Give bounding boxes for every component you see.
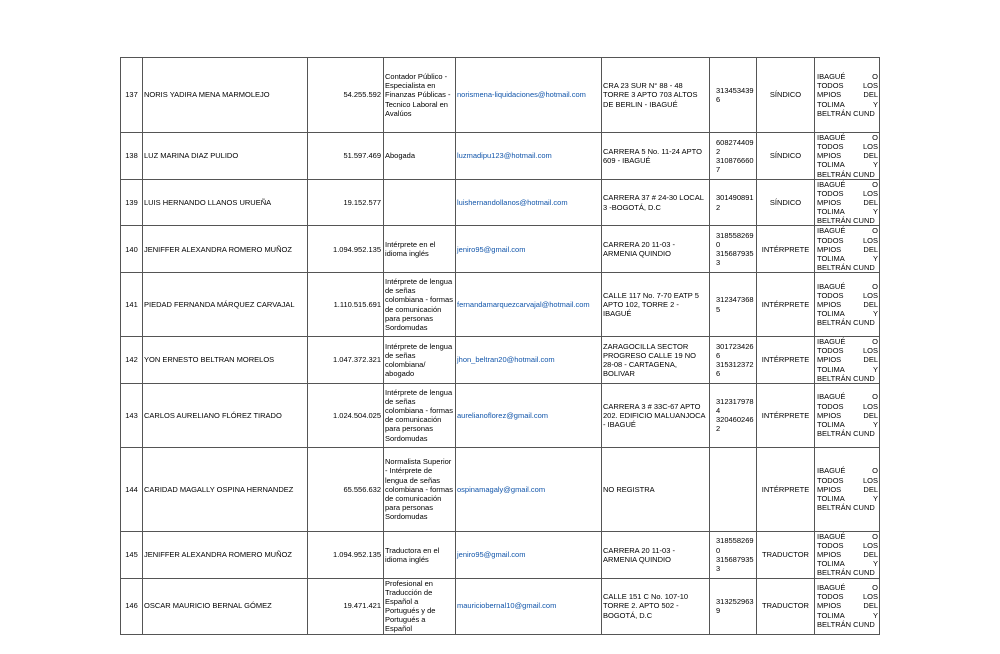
row-number: 139 bbox=[121, 179, 143, 226]
role-badge: SÍNDICO bbox=[757, 58, 815, 133]
phone-number: 3123179784 3204602462 bbox=[710, 383, 757, 447]
email-address: norismena-liquidaciones@hotmail.com bbox=[456, 58, 602, 133]
role-badge: INTÉRPRETE bbox=[757, 226, 815, 273]
row-number: 145 bbox=[121, 531, 143, 578]
role-badge: INTÉRPRETE bbox=[757, 447, 815, 531]
table-row bbox=[121, 337, 880, 384]
role-badge: TRADUCTOR bbox=[757, 578, 815, 634]
profession: Abogada bbox=[384, 133, 456, 180]
profession: Normalista Superior - Intérprete de lengua de señas colombiana - formas de comunicación para personas Sordomudas bbox=[384, 447, 456, 531]
phone-number: 3185582690 3156879353 bbox=[710, 226, 757, 273]
role-badge: SÍNDICO bbox=[757, 179, 815, 226]
role-badge: INTÉRPRETE bbox=[757, 383, 815, 447]
address: CALLE 117 No. 7-70 EATP 5 APTO 102, TORRE 2 - IBAGUÉ bbox=[602, 273, 710, 337]
municipality-text: IBAGUÉ O TODOS LOS MPIOS DEL TOLIMA Y BELTRÁN CUND bbox=[817, 531, 878, 578]
municipality bbox=[815, 337, 880, 384]
municipality bbox=[815, 179, 880, 226]
row-number: 140 bbox=[121, 226, 143, 273]
municipality bbox=[815, 58, 880, 133]
id-number: 19.471.421 bbox=[308, 578, 384, 634]
phone-number: 3014908912 bbox=[710, 179, 757, 226]
table-row bbox=[121, 531, 880, 578]
person-name: CARLOS AURELIANO FLÓREZ TIRADO bbox=[143, 383, 308, 447]
email-address: jhon_beltran20@hotmail.com bbox=[456, 337, 602, 384]
phone-number: 3017234266 3153123726 bbox=[710, 337, 757, 384]
municipality-text: IBAGUÉ O TODOS LOS MPIOS DEL TOLIMA Y BELTRÁN CUND bbox=[817, 133, 878, 179]
role-badge: INTÉRPRETE bbox=[757, 273, 815, 337]
municipality bbox=[815, 383, 880, 447]
address: CARRERA 20 11-03 - ARMENIA QUINDIO bbox=[602, 226, 710, 273]
id-number: 1.024.504.025 bbox=[308, 383, 384, 447]
municipality-text: IBAGUÉ O TODOS LOS MPIOS DEL TOLIMA Y BELTRÁN CUND bbox=[817, 72, 878, 118]
table-row bbox=[121, 133, 880, 180]
address: NO REGISTRA bbox=[602, 447, 710, 531]
address: ZARAGOCILLA SECTOR PROGRESO CALLE 19 NO 28-08 - CARTAGENA, BOLIVAR bbox=[602, 337, 710, 384]
person-name: PIEDAD FERNANDA MÁRQUEZ CARVAJAL bbox=[143, 273, 308, 337]
municipality bbox=[815, 226, 880, 273]
id-number: 65.556.632 bbox=[308, 447, 384, 531]
person-name: OSCAR MAURICIO BERNAL GÓMEZ bbox=[143, 578, 308, 634]
row-number: 137 bbox=[121, 58, 143, 133]
id-number: 54.255.592 bbox=[308, 58, 384, 133]
municipality-text: IBAGUÉ O TODOS LOS MPIOS DEL TOLIMA Y BELTRÁN CUND bbox=[817, 281, 878, 328]
email-address: jeniro95@gmail.com bbox=[456, 531, 602, 578]
phone-number: 6082744092 3108766607 bbox=[710, 133, 757, 180]
row-number: 141 bbox=[121, 273, 143, 337]
id-number: 1.047.372.321 bbox=[308, 337, 384, 384]
table-row bbox=[121, 273, 880, 337]
row-number: 138 bbox=[121, 133, 143, 180]
person-name: CARIDAD MAGALLY OSPINA HERNANDEZ bbox=[143, 447, 308, 531]
person-name: JENIFFER ALEXANDRA ROMERO MUÑOZ bbox=[143, 531, 308, 578]
table-row bbox=[121, 58, 880, 133]
email-address: ospinamagaly@gmail.com bbox=[456, 447, 602, 531]
person-name: YON ERNESTO BELTRAN MORELOS bbox=[143, 337, 308, 384]
profession: Profesional en Traducción de Español a Portugués y de Portugués a Español bbox=[384, 578, 456, 634]
address: CARRERA 5 No. 11-24 APTO 609 - IBAGUÉ bbox=[602, 133, 710, 180]
profession: Intérprete en el idioma inglés bbox=[384, 226, 456, 273]
email-address: jeniro95@gmail.com bbox=[456, 226, 602, 273]
address: CARRERA 20 11-03 - ARMENIA QUINDIO bbox=[602, 531, 710, 578]
municipality-text: IBAGUÉ O TODOS LOS MPIOS DEL TOLIMA Y BELTRÁN CUND bbox=[817, 226, 878, 272]
person-name: NORIS YADIRA MENA MARMOLEJO bbox=[143, 58, 308, 133]
phone-number: 3185582690 3156879353 bbox=[710, 531, 757, 578]
municipality bbox=[815, 133, 880, 180]
email-address: fernandamarquezcarvajal@hotmail.com bbox=[456, 273, 602, 337]
id-number: 1.094.952.135 bbox=[308, 226, 384, 273]
id-number: 19.152.577 bbox=[308, 179, 384, 226]
profession: Intérprete de lengua de señas colombiana/ abogado bbox=[384, 337, 456, 384]
municipality bbox=[815, 447, 880, 531]
municipality-text: IBAGUÉ O TODOS LOS MPIOS DEL TOLIMA Y BELTRÁN CUND bbox=[817, 466, 878, 513]
email-address: luzmadipu123@hotmail.com bbox=[456, 133, 602, 180]
address: CARRERA 3 # 33C-67 APTO 202. EDIFICIO MALUANJOCA - IBAGUÉ bbox=[602, 383, 710, 447]
person-name: LUZ MARINA DIAZ PULIDO bbox=[143, 133, 308, 180]
table-row bbox=[121, 578, 880, 634]
row-number: 144 bbox=[121, 447, 143, 531]
person-name: JENIFFER ALEXANDRA ROMERO MUÑOZ bbox=[143, 226, 308, 273]
row-number: 142 bbox=[121, 337, 143, 384]
municipality bbox=[815, 531, 880, 578]
row-number: 146 bbox=[121, 578, 143, 634]
table-row bbox=[121, 383, 880, 447]
municipality bbox=[815, 578, 880, 634]
municipality bbox=[815, 273, 880, 337]
email-address: aurelianoflorez@gmail.com bbox=[456, 383, 602, 447]
phone-number bbox=[710, 447, 757, 531]
municipality-text: IBAGUÉ O TODOS LOS MPIOS DEL TOLIMA Y BELTRÁN CUND bbox=[817, 337, 878, 383]
id-number: 51.597.469 bbox=[308, 133, 384, 180]
table-body bbox=[121, 58, 880, 635]
auxiliares-justicia-table bbox=[120, 57, 880, 635]
profession bbox=[384, 179, 456, 226]
address: CALLE 151 C No. 107-10 TORRE 2. APTO 502 - BOGOTÁ, D.C bbox=[602, 578, 710, 634]
profession: Traductora en el idioma inglés bbox=[384, 531, 456, 578]
municipality-text: IBAGUÉ O TODOS LOS MPIOS DEL TOLIMA Y BELTRÁN CUND bbox=[817, 179, 878, 226]
email-address: mauriciobernal10@gmail.com bbox=[456, 578, 602, 634]
municipality-text: IBAGUÉ O TODOS LOS MPIOS DEL TOLIMA Y BELTRÁN CUND bbox=[817, 392, 878, 439]
phone-number: 3132529639 bbox=[710, 578, 757, 634]
table-row bbox=[121, 226, 880, 273]
email-address: luishernandollanos@hotmail.com bbox=[456, 179, 602, 226]
phone-number: 3123473685 bbox=[710, 273, 757, 337]
address: CRA 23 SUR N° 88 - 48 TORRE 3 APTO 703 ALTOS DE BERLIN - IBAGUÉ bbox=[602, 58, 710, 133]
table-row bbox=[121, 179, 880, 226]
profession: Intérprete de lengua de señas colombiana - formas de comunicación para personas Sordomudas bbox=[384, 383, 456, 447]
role-badge: TRADUCTOR bbox=[757, 531, 815, 578]
role-badge: INTÉRPRETE bbox=[757, 337, 815, 384]
profession: Contador Público - Especialista en Finanzas Públicas - Tecnico Laboral en Avalúos bbox=[384, 58, 456, 133]
municipality-text: IBAGUÉ O TODOS LOS MPIOS DEL TOLIMA Y BELTRÁN CUND bbox=[817, 583, 878, 629]
role-badge: SÍNDICO bbox=[757, 133, 815, 180]
row-number: 143 bbox=[121, 383, 143, 447]
id-number: 1.110.515.691 bbox=[308, 273, 384, 337]
table-row bbox=[121, 447, 880, 531]
person-name: LUIS HERNANDO LLANOS URUEÑA bbox=[143, 179, 308, 226]
profession: Intérprete de lengua de señas colombiana - formas de comunicación para personas Sordomudas bbox=[384, 273, 456, 337]
address: CARRERA 37 # 24-30 LOCAL 3 -BOGOTÁ, D.C bbox=[602, 179, 710, 226]
phone-number: 3134534396 bbox=[710, 58, 757, 133]
id-number: 1.094.952.135 bbox=[308, 531, 384, 578]
